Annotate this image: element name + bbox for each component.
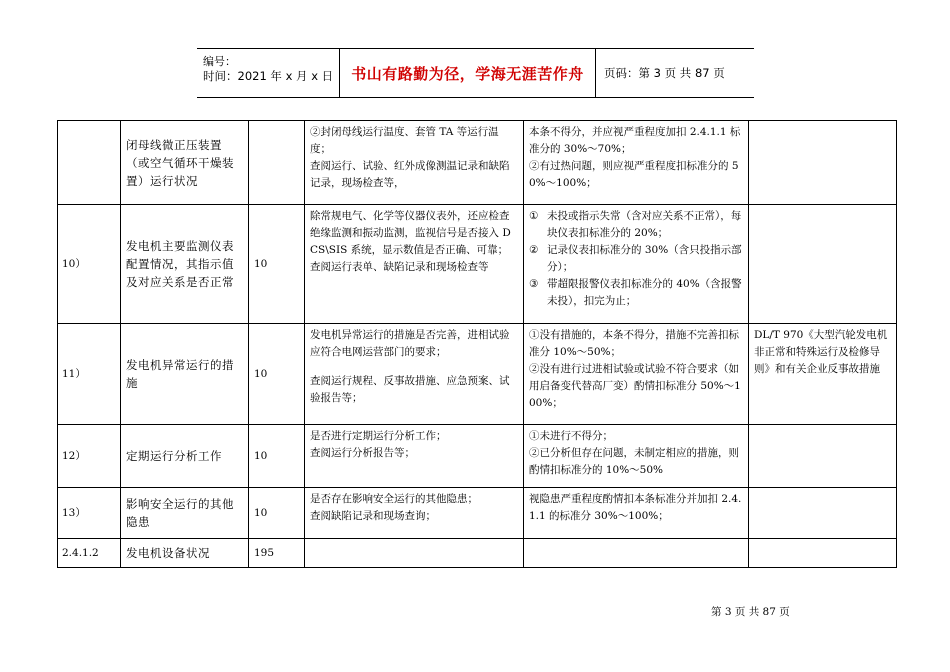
code-label: 编号： — [203, 55, 236, 68]
method-line: 查阅运行、试验、红外成像测温记录和缺陷记录，现场检查等， — [310, 160, 510, 189]
row-criteria — [524, 324, 749, 425]
row-criteria — [524, 205, 749, 324]
criteria-item: ② 记录仪表扣标准分的 30%（含只投指示部分）； — [529, 244, 742, 273]
method-line: 查阅运行表单、缺陷记录和现场检查等 — [310, 261, 489, 273]
row-reference — [749, 205, 897, 324]
row-reference — [749, 425, 897, 488]
evaluation-table — [57, 120, 897, 568]
row-reference — [749, 488, 897, 539]
criteria-line: 视隐患严重程度酌情扣本条标准分并加扣 2.4.1.1 的标准分 30%～100%； — [529, 493, 742, 522]
method-line: 查阅运行规程、反事故措施、应急预案、试验报告等； — [310, 375, 510, 404]
row-reference — [749, 121, 897, 205]
row-criteria — [524, 539, 749, 568]
method-line: 查阅缺陷记录和现场查询； — [310, 510, 436, 522]
page-label: 页码：第 3 页 共 87 页 — [604, 66, 725, 80]
row-index: 12） — [58, 425, 121, 488]
row-item: 影响安全运行的其他隐患 — [121, 488, 249, 539]
row-method — [305, 324, 524, 425]
method-line: ②封闭母线运行温度、套管 TA 等运行温度； — [310, 126, 499, 155]
table-row — [58, 324, 897, 425]
criteria-line: ②已分析但存在问题，未制定相应的措施，则酌情扣标准分的 10%～50% — [529, 447, 739, 476]
row-item: 发电机设备状况 — [121, 539, 249, 568]
table-row — [58, 205, 897, 324]
row-score: 10 — [249, 488, 305, 539]
page-header — [197, 48, 754, 98]
method-line: 发电机异常运行的措施是否完善，进相试验应符合电网运营部门的要求； — [310, 329, 510, 358]
method-line: 是否存在影响安全运行的其他隐患； — [310, 493, 478, 505]
row-score: 195 — [249, 539, 305, 568]
row-index: 13） — [58, 488, 121, 539]
criteria-item: ① 未投或指示失常（含对应关系不正常），每块仪表扣标准分的 20%； — [529, 210, 742, 239]
row-score: 10 — [249, 324, 305, 425]
row-score — [249, 121, 305, 205]
time-label: 时间：2021 年 x 月 x 日 — [203, 69, 334, 83]
row-score: 10 — [249, 425, 305, 488]
row-method — [305, 425, 524, 488]
row-item: 发电机异常运行的措施 — [121, 324, 249, 425]
row-criteria — [524, 425, 749, 488]
row-index: 2.4.1.2 — [58, 539, 121, 568]
row-method — [305, 488, 524, 539]
row-criteria — [524, 121, 749, 205]
criteria-line: ②没有进行过进相试验或试验不符合要求（如用启备变代替高厂变）酌情扣标准分 50%～100%； — [529, 363, 741, 409]
table-row — [58, 425, 897, 488]
row-criteria — [524, 488, 749, 539]
method-line: 查阅运行分析报告等； — [310, 447, 415, 459]
row-index: 10） — [58, 205, 121, 324]
page-number: 第 3 页 共 87 页 — [711, 606, 790, 618]
criteria-item: ③ 带超限报警仪表扣标准分的 40%（含报警未投），扣完为止； — [529, 278, 742, 307]
table-row — [58, 488, 897, 539]
method-line: 是否进行定期运行分析工作； — [310, 430, 447, 442]
header-info-cell — [197, 49, 339, 97]
row-score: 10 — [249, 205, 305, 324]
row-method — [305, 121, 524, 205]
criteria-line: ①没有措施的，本条不得分，措施不完善扣标准分 10%～50%； — [529, 329, 739, 358]
row-item: 闭母线微正压装置（或空气循环干燥装置）运行状况 — [121, 121, 249, 205]
table-row — [58, 121, 897, 205]
criteria-line: ②有过热问题，则应视严重程度扣标准分的 50%～100%； — [529, 160, 739, 189]
criteria-line: 本条不得分，并应视严重程度加扣 2.4.1.1 标准分的 30%～70%； — [529, 126, 741, 155]
row-reference — [749, 539, 897, 568]
row-index — [58, 121, 121, 205]
row-reference: DL/T 970《大型汽轮发电机非正常和特殊运行及检修导则》和有关企业反事故措施 — [749, 324, 897, 425]
row-method — [305, 205, 524, 324]
method-line: 除常规电气、化学等仪器仪表外，还应检查绝缘监测和振动监测，监视信号是否接入 DCS\SIS 系统，显示数值是否正确、可靠； — [310, 210, 511, 256]
row-method — [305, 539, 524, 568]
motto: 书山有路勤为径，学海无涯苦作舟 — [339, 49, 596, 97]
table-row — [58, 539, 897, 568]
criteria-line: ①未进行不得分； — [529, 430, 613, 442]
row-index: 11） — [58, 324, 121, 425]
row-item: 发电机主要监测仪表配置情况，其指示值及对应关系是否正常 — [121, 205, 249, 324]
row-item: 定期运行分析工作 — [121, 425, 249, 488]
